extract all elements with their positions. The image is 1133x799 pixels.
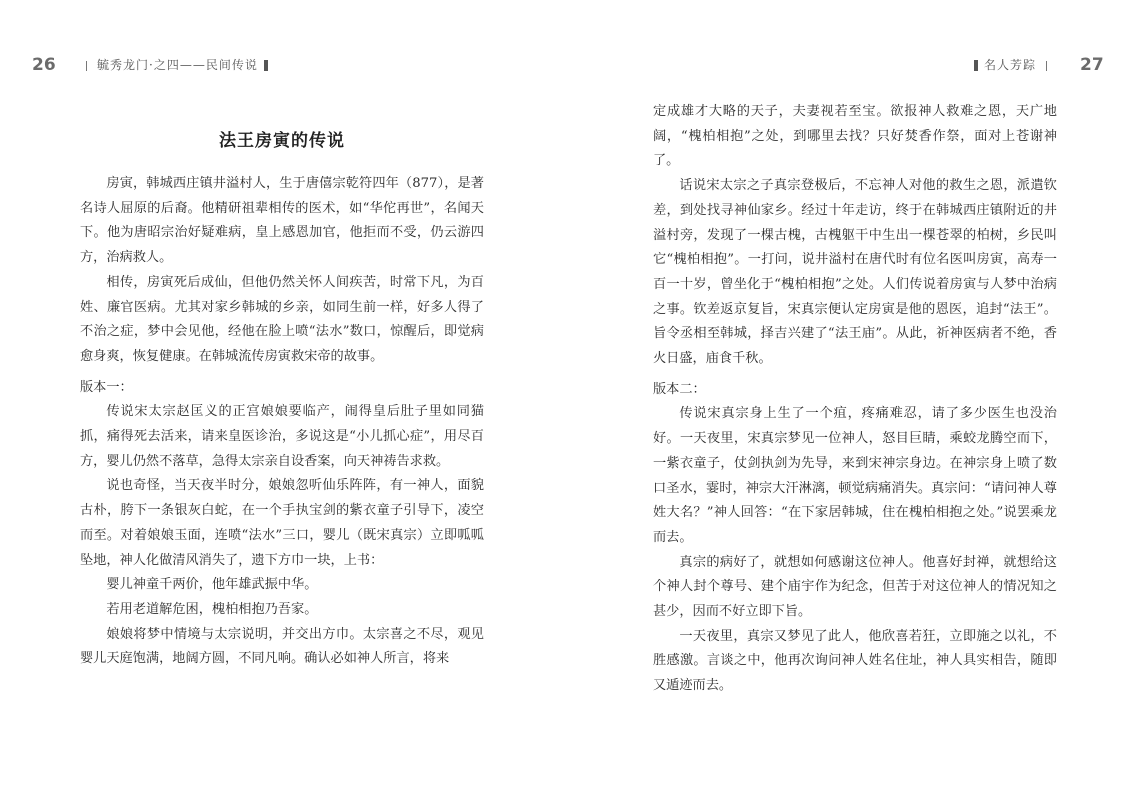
paragraph: 房寅，韩城西庄镇井溢村人，生于唐僖宗乾符四年（877），是著名诗人屈原的后裔。他精研祖辈相传的医术，如“华佗再世”，名闻天下。他为唐昭宗治好疑难病，皇上感恩加官，他拒而不受，仍云游四方，治病救人。 [80,176,484,266]
page-number-right: 27 [1080,55,1104,75]
running-head-left [76,57,274,73]
verse-line: 若用老道解危困，槐柏相抱乃吾家。 [106,601,318,617]
running-head-text: 名人芳踪 [984,58,1037,72]
paragraph: 相传，房寅死后成仙，但他仍然关怀人间疾苦，时常下凡，为百姓、廉官医病。尤其对家乡韩城的乡亲，如同生前一样，好多人得了不治之症，梦中会见他，经他在脸上喷“法水”数口，惊醒后，即觉病愈身爽，恢复健康。在韩城流传房寅救宋帝的故事。 [80,274,484,364]
divider [86,61,87,71]
right-page-body [653,100,1057,699]
paragraph: 定成雄才大略的天子，夫妻视若至宝。欲报神人救难之恩，天广地阔，“槐柏相抱”之处，到哪里去找？只好焚香作祭，面对上苍谢神了。 [653,104,1057,169]
paragraph: 娘娘将梦中情境与太宗说明，并交出方巾。太宗喜之不尽，观见婴儿天庭饱满，地阔方圆，不同凡响。确认必如神人所言，将来 [80,626,484,667]
divider [264,60,268,71]
running-head-right [968,57,1057,73]
paragraph: 说也奇怪，当天夜半时分，娘娘忽听仙乐阵阵，有一神人，面貌古朴，胯下一条银灰白蛇，在一个手执宝剑的紫衣童子引导下，凌空而至。对着娘娘玉面，连喷“法水”三口，婴儿（既宋真宗）立即呱呱坠地，神人化做清风消失了，遗下方巾一块，上书： [80,478,484,568]
article-title: 法王房寅的传说 [219,131,345,151]
divider [1046,61,1047,71]
version-heading: 版本一： [80,379,133,395]
page-number-left: 26 [32,55,56,75]
divider [974,60,978,71]
running-head-text: 毓秀龙门·之四——民间传说 [97,58,258,72]
left-page-body [80,128,484,672]
version-heading: 版本二： [653,381,706,397]
paragraph: 传说宋真宗身上生了一个疽，疼痛难忍，请了多少医生也没治好。一天夜里，宋真宗梦见一位神人，怒目巨睛，乘蛟龙腾空而下，一紫衣童子，仗剑执剑为先导，来到宋神宗身边。在神宗身上喷了数口圣水，霎时，神宗大汗淋漓，顿觉病痛消失。真宗问：“请问神人尊姓大名？”神人回答：“在下家居韩城，住在槐柏相抱之处。”说罢乘龙而去。 [653,406,1057,545]
paragraph: 传说宋太宗赵匡义的正宫娘娘要临产，闹得皇后肚子里如同猫抓，痛得死去活来，请来皇医诊治，多说这是“小儿抓心症”，用尽百方，婴儿仍然不落草，急得太宗亲自设香案，向天神祷告求救。 [80,404,484,469]
paragraph: 真宗的病好了，就想如何感谢这位神人。他喜好封禅，就想给这个神人封个尊号、建个庙宇作为纪念，但苦于对这位神人的情况知之甚少，因而不好立即下旨。 [653,554,1057,620]
paragraph: 话说宋太宗之子真宗登极后，不忘神人对他的救生之恩，派遣钦差，到处找寻神仙家乡。经过十年走访，终于在韩城西庄镇附近的井溢村旁，发现了一棵古槐，古槐躯干中生出一棵苍翠的柏树，乡民叫它“槐柏相抱”。一打问，说井溢村在唐代时有位名医叫房寅，高寿一百一十岁，曾坐化于“槐柏相抱”之处。人们传说着房寅与人梦中治病之事。钦差返京复旨，宋真宗便认定房寅是他的恩医，追封“法王”。旨令丞相至韩城，择吉兴建了“法王庙”。从此，祈神医病者不绝，香火日盛，庙食千秋。 [653,178,1057,367]
paragraph: 一天夜里，真宗又梦见了此人，他欣喜若狂，立即施之以礼，不胜感激。言谈之中，他再次询问神人姓名住址，神人具实相告，随即又遁迹而去。 [653,628,1057,694]
verse-line: 婴儿神童千两价，他年雄武振中华。 [106,577,318,593]
